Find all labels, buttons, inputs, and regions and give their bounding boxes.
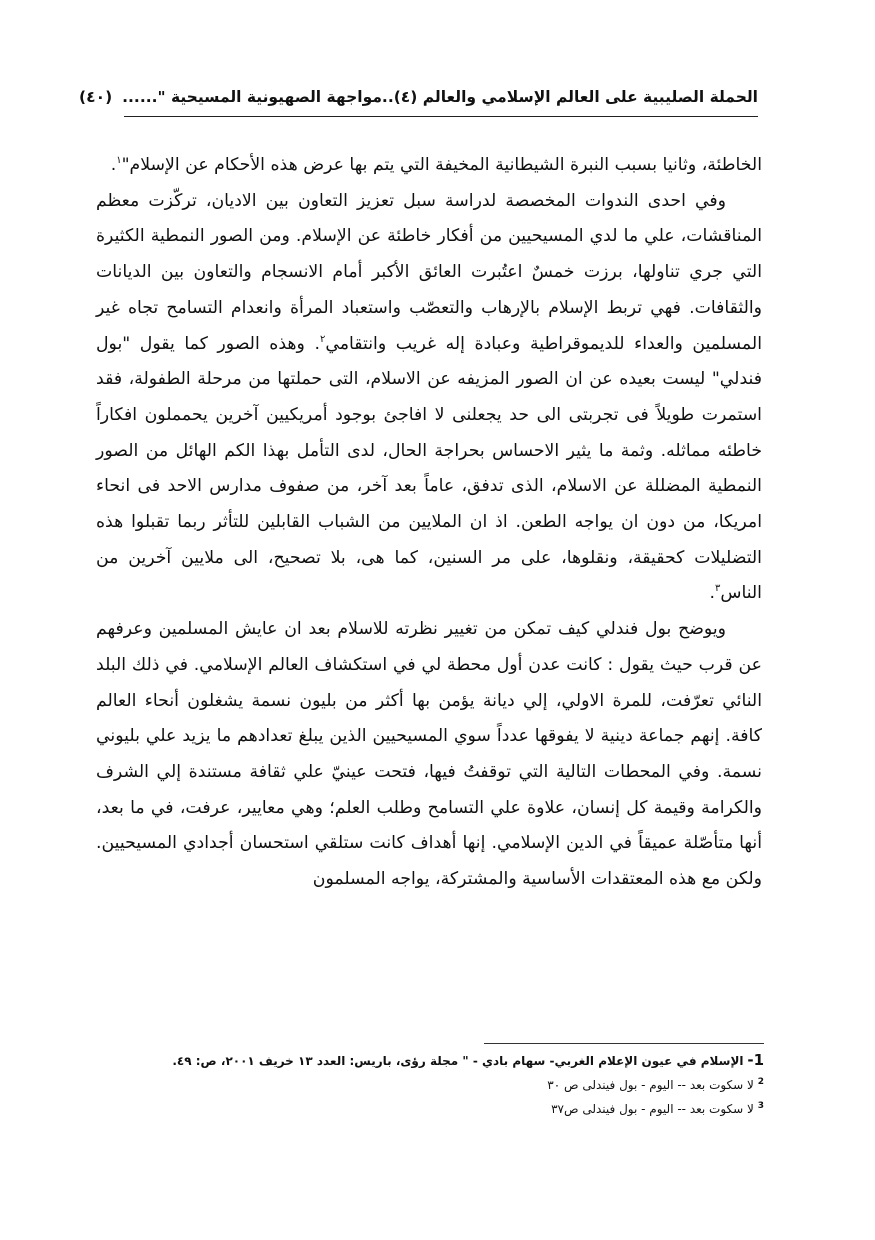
page-number: (٤٠) bbox=[79, 88, 113, 106]
footnote-ref-3[interactable]: ٣ bbox=[714, 583, 721, 595]
paragraph-2: وفي احدى الندوات المخصصة لدراسة سبل تعزيز التعاون بين الاديان، تركّزت معظم المناقشات، علي ما لدي المسيحيين من أفكار خاطئة عن الإسلام. ومن الصور النمطية الكثيرة التي جري تناولها، برزت خمسٌ اعتُبرت العائق الأكبر أمام الانسجام والتعاون بين الديانات والثقافات. فهي تربط الإسلام بالإرهاب والتعصّب واستعباد المرأة وانعدام التسامح تجاه غير المسلمين والعداء للديموقراطية وعبادة إله غريب وانتقامي$^٢$. وهذه الصور كما يقول "بول فندلي" ليست بعيده عن ان الصور المزيفه عن الاسلام، التى حملتها من مرحلة الطفولة، فقد استمرت طويلاً فى تجربتى الى حد يجعلنى لا افاجئ بوجود أمريكيين آخرين يحمملون افكاراً خاطئه مماثله. وثمة ما يثير الاحساس بحراجة الحال، لدى التأمل بهذا الكم الهائل من الصور النمطية المضللة عن الاسلام، الذى تدفق، عاماً بعد آخر، من صفوف مدارس الاحد فى انحاء امريكا، من دون ان يواجه الطعن. اذ ان الملايين من الشباب القابلين للتأثر ربما تقبلوا هذه التضليلات كحقيقة، ونقلوها، على مر السنين، كما هى، بلا تصحيح، الى ملايين آخرين من الناس$^٣$. bbox=[96, 190, 762, 604]
footnotes bbox=[100, 1050, 764, 1120]
footnote-2 bbox=[100, 1072, 764, 1096]
footnote-mark: 2 bbox=[757, 1077, 764, 1087]
header-title: الحملة الصليبية على العالم الإسلامي والعالم (٤)..مواجهة الصهيونية المسيحية "...... bbox=[122, 88, 758, 106]
header-rule bbox=[124, 116, 758, 117]
footnote-rule bbox=[484, 1043, 764, 1044]
paragraph-3: ويوضح بول فندلي كيف تمكن من تغيير نظرته للاسلام بعد ان عايش المسلمين وعرفهم عن قرب حيث يقول : كانت عدن أول محطة لي في استكشاف العالم الإسلامي. في ذلك البلد النائي تعرّفت، للمرة الاولي، إلي ديانة يؤمن بها أكثر من بليون نسمة يشغلون أنحاء العالم كافة. إنهم جماعة دينية لا يفوقها عدداً سوي المسيحيين الذين يبلغ تعدادهم ما يزيد علي بليوني نسمة. وفي المحطات التالية التي توقفتُ فيها، فتحت عينيّ علي ثقافة مستندة إلي الشرف والكرامة وقيمة كل إنسان، علاوة علي التسامح وطلب العلم؛ وهي معايير، عرفت، في ما بعد، أنها متأصّلة عميقاً في الدين الإسلامي. إنها أهداف كانت ستلقي استحسان أجدادي المسيحيين. ولكن مع هذه المعتقدات الأساسية والمشتركة، يواجه المسلمون bbox=[96, 619, 762, 890]
footnote-text: لا سكوت بعد -- اليوم - بول فيندلى ص ٣٠ bbox=[547, 1078, 754, 1092]
paragraph-1: الخاطئة، وثانيا بسبب النبرة الشيطانية المخيفة التي يتم بها عرض هذه الأحكام عن الإسلام"$^١$. bbox=[110, 155, 762, 175]
footnote-text: الإسلام في عيون الإعلام الغربي- سهام بادي - " مجلة رؤى، باريس: العدد ١٣ خريف ٢٠٠١، ص: ٤٩. bbox=[172, 1054, 744, 1068]
footnote-mark: 1- bbox=[747, 1051, 764, 1069]
footnote-text: لا سكوت بعد -- اليوم - بول فيندلى ص٣٧ bbox=[551, 1102, 754, 1116]
main-text bbox=[96, 148, 762, 898]
running-header bbox=[79, 88, 758, 116]
footnote-mark: 3 bbox=[757, 1101, 764, 1111]
footnote-ref-1[interactable]: ١ bbox=[116, 155, 122, 167]
footnote-ref-2[interactable]: ٢ bbox=[319, 333, 326, 345]
footnote-3 bbox=[100, 1096, 764, 1120]
footnote-1 bbox=[100, 1050, 764, 1072]
